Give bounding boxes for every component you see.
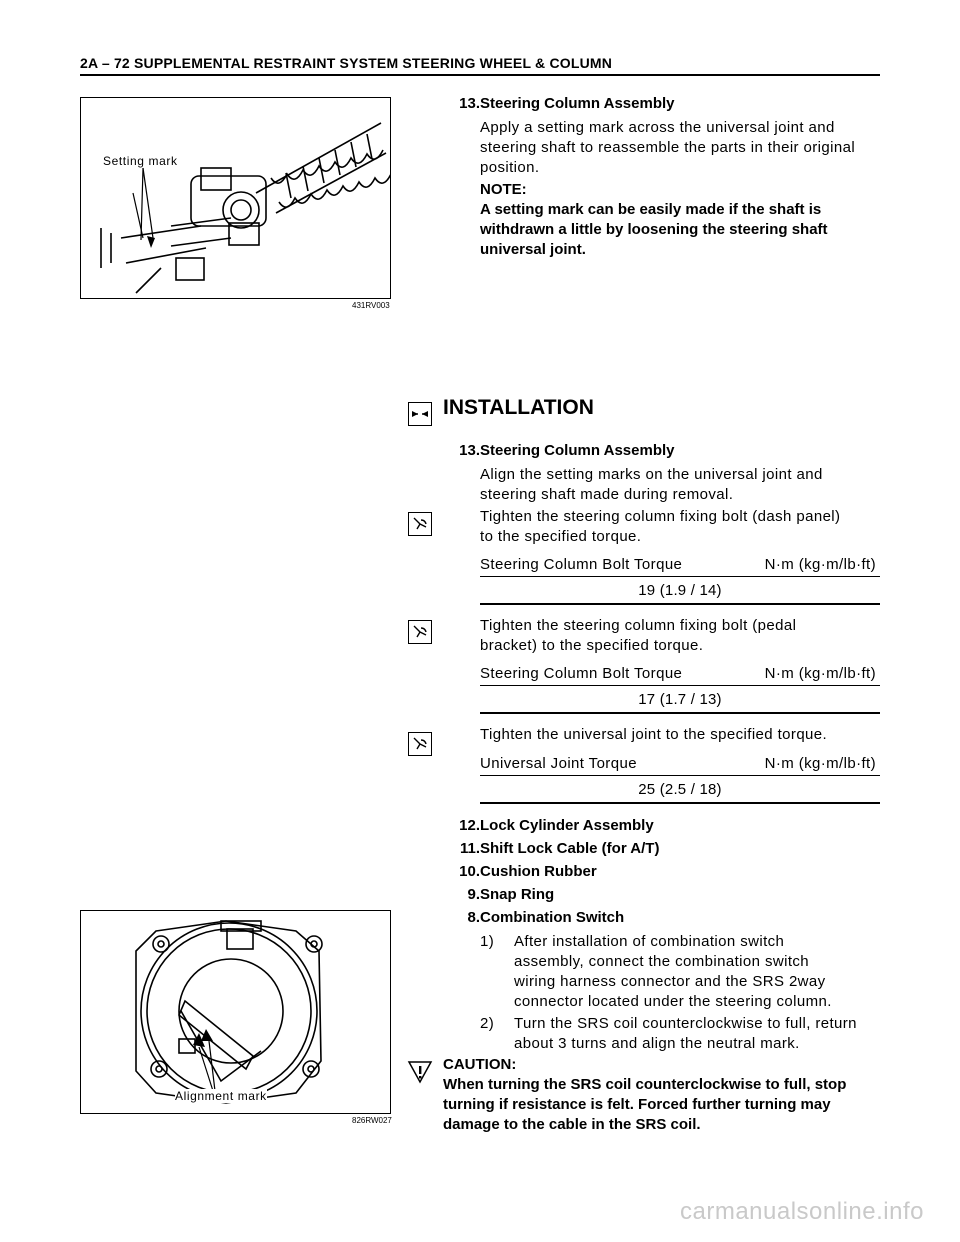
torque-wrench-icon bbox=[408, 732, 432, 756]
installation-heading: INSTALLATION bbox=[443, 396, 594, 419]
text-line: Turn the SRS coil counterclockwise to full, return bbox=[514, 1015, 857, 1032]
text-line: position. bbox=[480, 159, 540, 176]
torque-value: 25 (2.5 / 18) bbox=[638, 781, 722, 798]
install-item bbox=[440, 908, 880, 931]
page-header: 2A – 72 SUPPLEMENTAL RESTRAINT SYSTEM STEERING WHEEL & COLUMN bbox=[80, 55, 613, 71]
torque-rule bbox=[480, 712, 880, 714]
caution-line: damage to the cable in the SRS coil. bbox=[443, 1116, 701, 1133]
torque-label: Universal Joint Torque bbox=[480, 755, 637, 772]
removal-note bbox=[480, 180, 828, 260]
torque-rule bbox=[480, 775, 880, 776]
caution-label: CAUTION: bbox=[443, 1056, 517, 1073]
watermark: carmanualsonline.info bbox=[680, 1198, 924, 1225]
text-line: steering shaft to reassemble the parts in their original bbox=[480, 139, 856, 156]
note-label: NOTE: bbox=[480, 181, 527, 198]
torque-wrench-icon bbox=[408, 620, 432, 644]
torque-value: 17 (1.7 / 13) bbox=[638, 691, 722, 708]
item-number: 13. bbox=[459, 442, 480, 459]
note-line: A setting mark can be easily made if the shaft is bbox=[480, 201, 822, 218]
step-number: 2) bbox=[480, 1015, 495, 1032]
text-line: Apply a setting mark across the universal joint and bbox=[480, 119, 835, 136]
figure-code: 431RV003 bbox=[352, 301, 390, 310]
text-line: bracket) to the specified torque. bbox=[480, 637, 704, 654]
item-title: Combination Switch bbox=[480, 909, 625, 926]
item-title: Shift Lock Cable (for A/T) bbox=[480, 840, 660, 857]
item-number: 9. bbox=[467, 886, 480, 903]
text-line: Tighten the steering column fixing bolt (pedal bbox=[480, 617, 797, 634]
torque-wrench-icon bbox=[408, 512, 432, 536]
step-text bbox=[514, 1014, 857, 1054]
text-line: Tighten the steering column fixing bolt (dash panel) bbox=[480, 508, 841, 525]
text-line: Align the setting marks on the universal joint and bbox=[480, 466, 823, 483]
step-number: 1) bbox=[480, 933, 495, 950]
install-instructions bbox=[480, 465, 823, 505]
text-line: to the specified torque. bbox=[480, 528, 642, 545]
caution-icon bbox=[407, 1060, 433, 1089]
caution-line: turning if resistance is felt. Forced further turning may bbox=[443, 1096, 831, 1113]
text-line: wiring harness connector and the SRS 2way bbox=[514, 973, 826, 990]
install-item bbox=[440, 839, 880, 862]
srs-coil-illustration bbox=[81, 911, 390, 1113]
torque-instruction-3: Tighten the universal joint to the specified torque. bbox=[480, 726, 828, 743]
torque-label: Steering Column Bolt Torque bbox=[480, 665, 683, 682]
figure-srs-coil bbox=[80, 910, 391, 1114]
text-line: about 3 turns and align the neutral mark. bbox=[514, 1035, 800, 1052]
item-title: Steering Column Assembly bbox=[480, 442, 675, 459]
torque-unit: N·m (kg·m/lb·ft) bbox=[764, 755, 876, 772]
install-item bbox=[440, 816, 880, 839]
torque-unit: N·m (kg·m/lb·ft) bbox=[764, 665, 876, 682]
header-rule bbox=[80, 74, 880, 76]
torque-unit: N·m (kg·m/lb·ft) bbox=[764, 556, 876, 573]
torque-label: Steering Column Bolt Torque bbox=[480, 556, 683, 573]
torque-value: 19 (1.9 / 14) bbox=[638, 582, 722, 599]
item-number: 10. bbox=[459, 863, 480, 880]
torque-rule bbox=[480, 685, 880, 686]
text-line: steering shaft made during removal. bbox=[480, 486, 734, 503]
figure-universal-joint bbox=[80, 97, 391, 299]
install-item bbox=[440, 885, 880, 908]
text-line: assembly, connect the combination switch bbox=[514, 953, 810, 970]
item-title: Lock Cylinder Assembly bbox=[480, 817, 654, 834]
torque-instruction-2 bbox=[480, 616, 796, 656]
text-line: connector located under the steering column. bbox=[514, 993, 832, 1010]
universal-joint-illustration bbox=[81, 98, 390, 298]
caution-block bbox=[443, 1055, 846, 1135]
item-title: Steering Column Assembly bbox=[480, 95, 675, 112]
item-title: Snap Ring bbox=[480, 886, 555, 903]
figure-code: 826RW027 bbox=[352, 1116, 392, 1125]
alignment-mark-label: Alignment mark bbox=[175, 1089, 267, 1103]
item-number: 8. bbox=[467, 909, 480, 926]
torque-rule bbox=[480, 802, 880, 804]
torque-rule bbox=[480, 603, 880, 605]
item-number: 12. bbox=[459, 817, 480, 834]
text-line: After installation of combination switch bbox=[514, 933, 785, 950]
install-item bbox=[440, 862, 880, 885]
note-line: withdrawn a little by loosening the steering shaft bbox=[480, 221, 828, 238]
item-title: Cushion Rubber bbox=[480, 863, 597, 880]
setting-mark-label: Setting mark bbox=[103, 154, 178, 168]
note-line: universal joint. bbox=[480, 241, 586, 258]
torque-instruction-1 bbox=[480, 507, 840, 547]
installation-icon bbox=[408, 402, 432, 426]
removal-instructions bbox=[480, 118, 855, 178]
step-text bbox=[514, 932, 832, 1012]
item-number: 13. bbox=[459, 95, 480, 112]
item-number: 11. bbox=[459, 840, 480, 857]
torque-rule bbox=[480, 576, 880, 577]
caution-line: When turning the SRS coil counterclockwise to full, stop bbox=[443, 1076, 847, 1093]
